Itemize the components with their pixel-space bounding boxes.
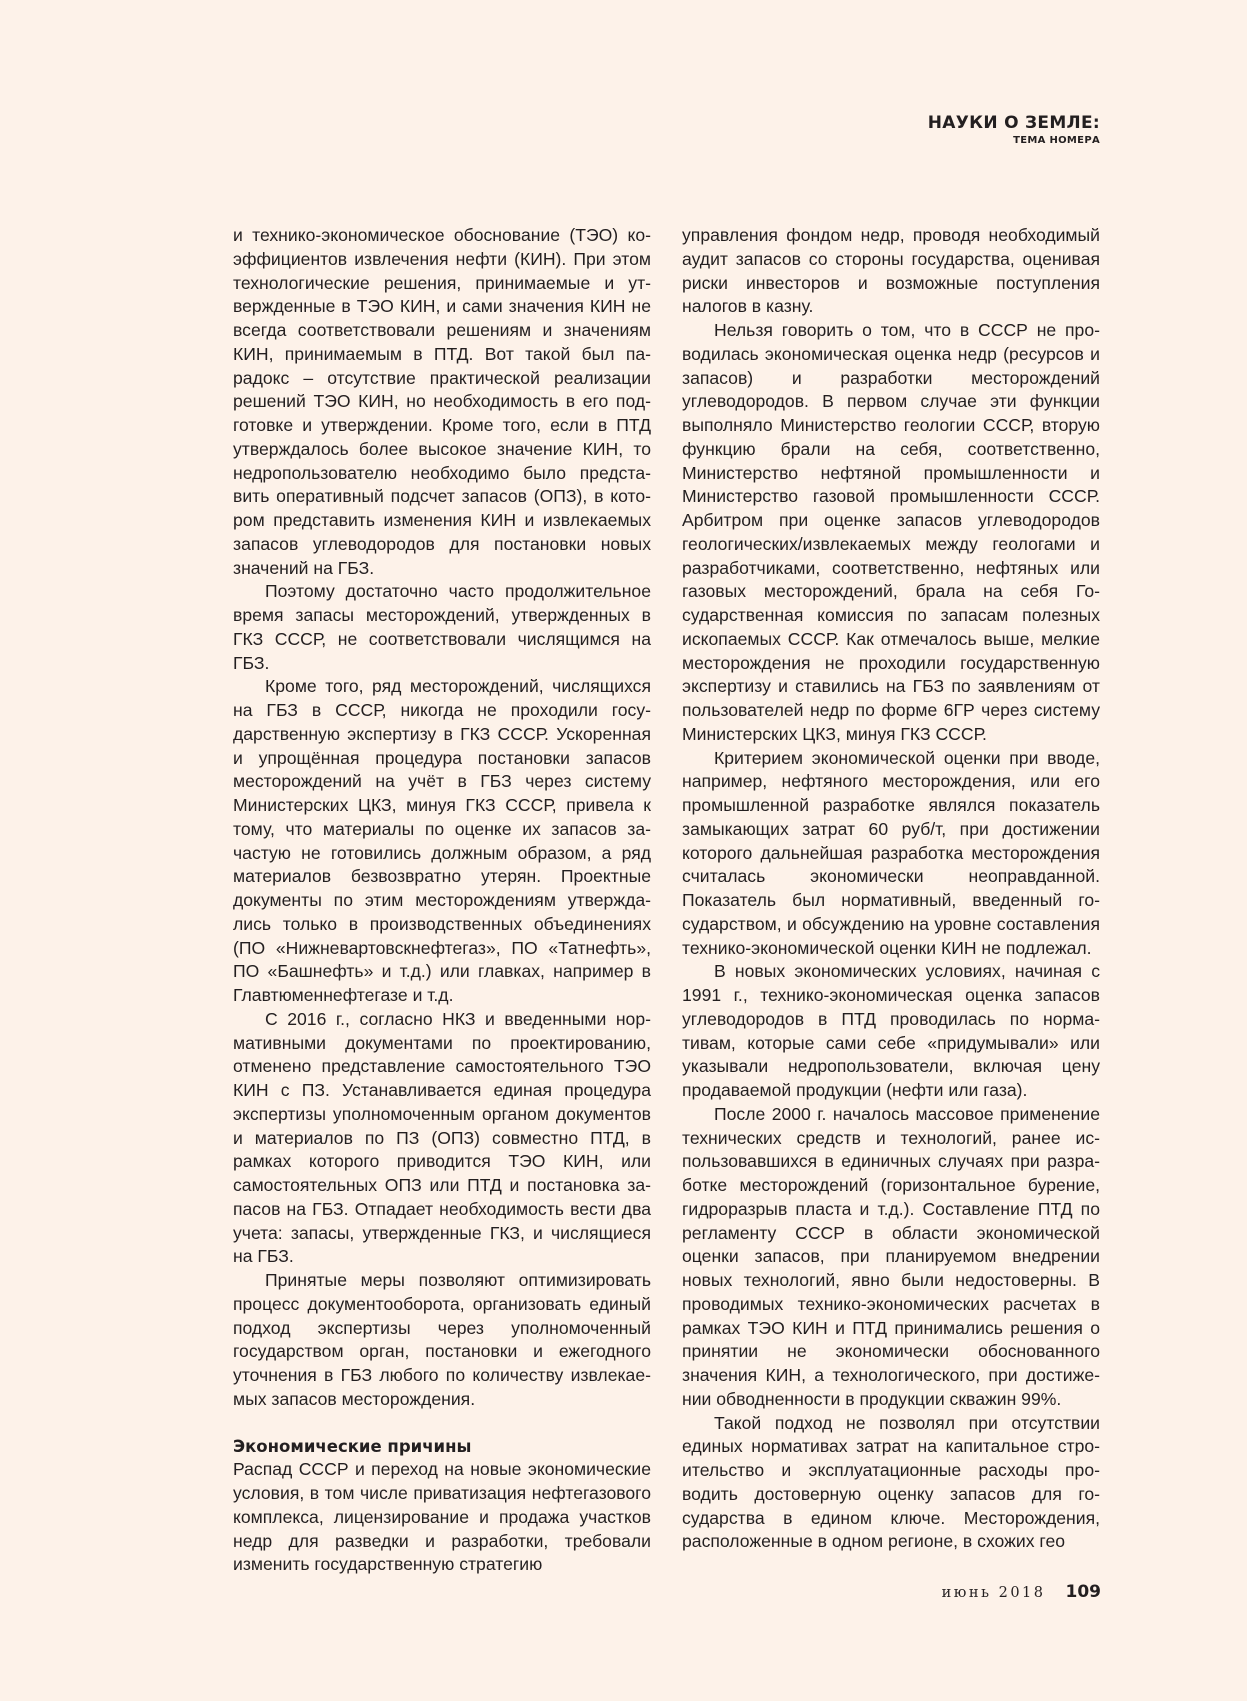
paragraph: Кроме того, ряд месторождений, числящихся на ГБЗ в СССР, никогда не проходили государственную экспертизу в ГКЗ СССР. Ускоренная и упрощённая процедура постановки запасов месторождений на учёт в ГБЗ через систему Министерских ЦКЗ, минуя ГКЗ СССР, привела к тому, что материалы по оценке их запасов зачастую не готовились должным образом, а ряд материалов безвозвратно утерян. Проектные документы по этим месторождениям утверждались только в производственных объединениях (ПО «Нижневартовскнефтегаз», ПО «Татнефть», ПО «Башнефть» и т.д.) или главках, например в Главтюменнефтегазе и т.д. [233, 676, 651, 1005]
paragraph: Распад СССР и переход на новые экономические условия, в том числе приватизация нефтегазового комплекса, лицензирование и продажа участков недр для разведки и разработки, требовали изменить государственную стратегию [233, 1459, 651, 1575]
paragraph: управления фондом недр, проводя необходимый аудит запасов со стороны государства, оценивая риски инвесторов и возможные поступления налогов в казну. [682, 225, 1100, 317]
section-title: НАУКИ О ЗЕМЛЕ: [927, 113, 1100, 133]
section-subtitle: ТЕМА НОМЕРА [1013, 135, 1100, 146]
paragraph: Критерием экономической оценки при вводе, например, нефтяного месторождения, или его промышленной разработке являлся показатель замыкающих затрат 60 руб/т, при достижении которого дальнейшая разработка месторождения считалась экономически неоправданной. Показатель был нормативный, введенный государством, и обсуждению на уровне составления технико-экономической оценки КИН не подлежал. [682, 747, 1100, 958]
paragraph: Нельзя говорить о том, что в СССР не проводилась экономическая оценка недр (ресурсов и запасов) и разработки месторождений углеводородов. В первом случае эти функции выполняло Министерство геологии СССР, вторую функцию брали на себя, соответственно, Министерство нефтяной промышленности и Министерство газовой промышленности СССР. Арбитром при оценке запасов углеводородов геологических/извлекаемых между геологами и разработчиками, соответственно, нефтяных или газовых месторождений, брала на себя Государственная комиссия по запасам полезных ископаемых СССР. Как отмечалось выше, мелкие месторождения не проходили государственную экспертизу и ставились на ГБЗ по заявлениям от пользователей недр по форме 6ГР через систему Министерских ЦКЗ, минуя ГКЗ СССР. [682, 320, 1100, 744]
issue-date: июнь 2018 [941, 1585, 1046, 1601]
page-footer [942, 1582, 1101, 1602]
left-column [233, 224, 651, 1577]
paragraph: Принятые меры позволяют оптимизировать процесс документооборота, организовать единый подход экспертизы через уполномоченный государством орган, постановки и ежегодного уточнения в ГБЗ любого по количеству извлекаемых запасов месторождения. [233, 1270, 651, 1409]
paragraph: Такой подход не позволял при отсутствии единых нормативах затрат на капитальное строительство и эксплуатационные расходы проводить достоверную оценку запасов для государства в едином ключе. Месторождения, расположенные в одном регионе, в схожих гео [682, 1412, 1100, 1552]
subheading: Экономические причины [233, 1436, 472, 1456]
paragraph: и технико-экономическое обоснование (ТЭО) коэффициентов извлечения нефти (КИН). При этом технологические решения, принимаемые и утвержденные в ТЭО КИН, и сами значения КИН не всегда соответствовали решениям и значениям КИН, принимаемым в ПТД. Вот такой был парадокс – отсутствие практической реализации решений ТЭО КИН, но необходимость в его подготовке и утверждении. Кроме того, если в ПТД утверждалось более высокое значение КИН, то недропользователю необходимо было представить оперативный подсчет запасов (ОПЗ), в котором представить изменения КИН и извлекаемых запасов углеводородов для постановки новых значений на ГБЗ. [233, 225, 651, 578]
right-column [682, 224, 1100, 1554]
section-header [928, 112, 1100, 148]
paragraph: Поэтому достаточно часто продолжительное время запасы месторождений, утвержденных в ГКЗ СССР, не соответствовали числящимся на ГБЗ. [233, 581, 651, 673]
page-number: 109 [1065, 1582, 1101, 1602]
paragraph: С 2016 г., согласно НКЗ и введенными нормативными документами по проектированию, отменено представление самостоятельного ТЭО КИН с ПЗ. Устанавливается единая процедура экспертизы уполномоченным органом документов и материалов по ПЗ (ОПЗ) совместно ПТД, в рамках которого приводится ТЭО КИН, или самостоятельных ОПЗ или ПТД и постановка запасов на ГБЗ. Отпадает необходимость вести два учета: запасы, утвержденные ГКЗ, и числящиеся на ГБЗ. [233, 1008, 651, 1267]
paragraph: В новых экономических условиях, начиная с 1991 г., технико-экономическая оценка запасов углеводородов в ПТД проводилась по нормативам, которые сами себе «придумывали» или указывали недропользователи, включая цену продаваемой продукции (нефти или газа). [682, 961, 1100, 1100]
paragraph: После 2000 г. началось массовое применение технических средств и технологий, ранее использовавшихся в единичных случаях при разработке месторождений (горизонтальное бурение, гидроразрыв пласта и т.д.). Составление ПТД по регламенту СССР в области экономической оценки запасов, при планируемом внедрении новых технологий, явно были недостоверны. В проводимых технико-экономических расчетах в рамках ТЭО КИН и ПТД принимались решения о принятии не экономически обоснованного значения КИН, а технологического, при достижении обводненности в продукции скважин 99%. [682, 1103, 1100, 1409]
